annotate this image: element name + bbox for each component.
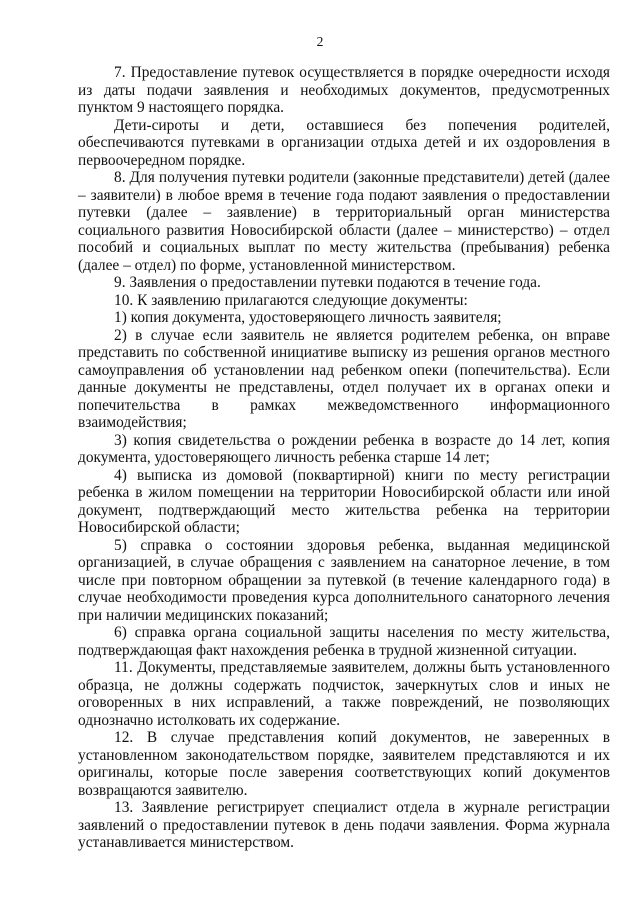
list-item-5: 5) справка о состоянии здоровья ребенка, выданная медицинской организацией, в случае обращения с заявлением на санаторное лечение, в том числе при повторном обращении за путевкой (в течение календарного года) в случае необходимости проведения курса дополнительного санаторного лечения при наличии медицинских показаний; — [78, 536, 610, 624]
list-item-4: 4) выписка из домовой (поквартирной) книги по месту регистрации ребенка в жилом помещении на территории Новосибирской области или иной документ, подтверждающий место жительства ребенка на территории Новосибирской области; — [78, 466, 610, 536]
paragraph-12: 12. В случае представления копий документов, не заверенных в установленном законодательством порядке, заявителем представляются и их оригиналы, которые после заверения соответствующих копий документов возвращаются заявителю. — [78, 729, 610, 799]
paragraph-11: 11. Документы, представляемые заявителем, должны быть установленного образца, не должны содержать подчисток, зачеркнутых слов и иных не оговоренных в них исправлений, а также повреждений, не позволяющих однозначно истолковать их содержание. — [78, 659, 610, 729]
paragraph-13: 13. Заявление регистрирует специалист отдела в журнале регистрации заявлений о предоставлении путевок в день подачи заявления. Форма журнала устанавливается министерством. — [78, 799, 610, 851]
paragraph-orphans-priority: Дети-сироты и дети, оставшиеся без попечения родителей, обеспечиваются путевками в организации отдыха детей и их оздоровления в первоочередном порядке. — [78, 116, 610, 169]
list-item-3: 3) копия свидетельства о рождении ребенка в возрасте до 14 лет, копия документа, удостоверяющего личность ребенка старше 14 лет; — [78, 431, 610, 466]
document-body — [78, 64, 610, 852]
list-item-1: 1) копия документа, удостоверяющего личность заявителя; — [114, 309, 502, 326]
paragraph-7: 7. Предоставление путевок осуществляется в порядке очередности исходя из даты подачи заявления и необходимых документов, предусмотренных пунктом 9 настоящего порядка. — [78, 64, 610, 116]
paragraph-9: 9. Заявления о предоставлении путевки подаются в течение года. — [114, 274, 541, 291]
list-item-2: 2) в случае если заявитель не является родителем ребенка, он вправе представить по собственной инициативе выписку из решения органов местного самоуправления об установлении над ребенком опеки (попечительства). Если данные документы не представлены, отдел получает их в органах опеки и попечительства в рамках межведомственного информационного взаимодействия; — [78, 326, 610, 431]
paragraph-8: 8. Для получения путевки родители (законные представители) детей (далее – заявители) в любое время в течение года подают заявления о предоставлении путевки (далее – заявление) в территориальный орган министерства социального развития Новосибирской области (далее – министерство) – отдел пособий и социальных выплат по месту жительства (пребывания) ребенка (далее – отдел) по форме, установленной министерством. — [78, 169, 610, 274]
paragraph-10: 10. К заявлению прилагаются следующие документы: — [114, 291, 468, 309]
list-item-6: 6) справка органа социальной защиты населения по месту жительства, подтверждающая факт нахождения ребенка в трудной жизненной ситуации. — [78, 624, 610, 659]
page-number: 2 — [316, 34, 324, 49]
